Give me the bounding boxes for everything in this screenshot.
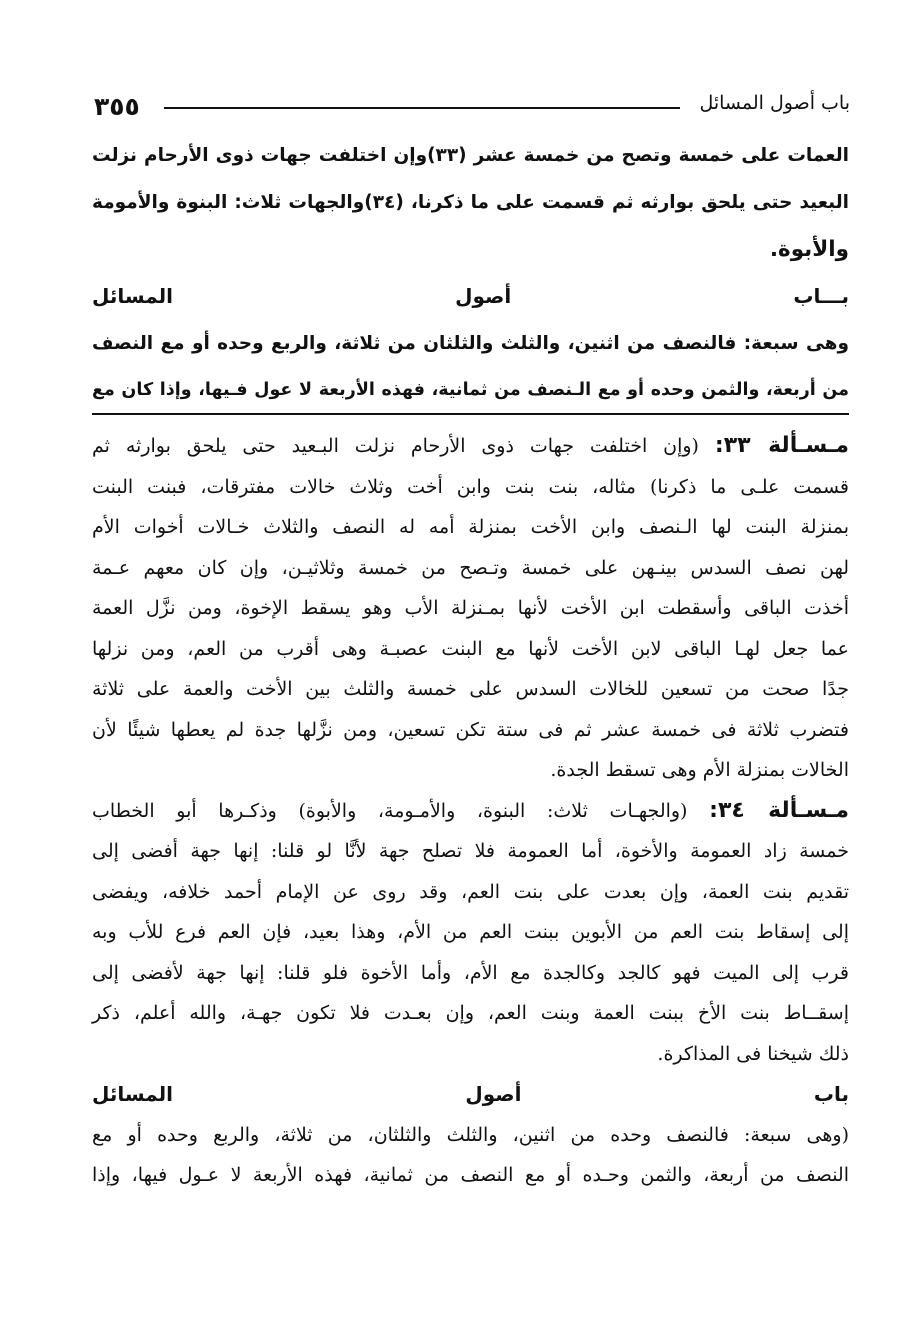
- matn-line: البعيد حتى يلحق بوارثه ثم قسمت على ما ذكرنا، (٣٤)والجهات ثلاث: البنوة والأمومة: [92, 192, 849, 213]
- page-header: [90, 92, 850, 126]
- matn-line: من أربعة، والثمن وحده أو مع الـنصف من ثمانية، فهذه الأربعة لا عول فـيها، وإذا كان مع: [92, 380, 849, 400]
- running-head: باب أصول المسائل: [699, 92, 850, 114]
- header-rule: [164, 107, 680, 109]
- sharh-line-text: (وإن اختلفت جهات ذوى الأرحام نزلت البـعيد حتى يلحق بوارثه ثم: [92, 435, 699, 457]
- matn-line: والأبوة.: [769, 237, 849, 262]
- sharh-line: قرب إلى الميت فهو كالجد وكالجدة مع الأم، وأما الأخوة فلو قلنا: إنها جهة لأفضى إلى: [92, 961, 849, 984]
- sharh-line: تقديم بنت العمة، وإن بعدت على بنت العم، وقد روى عن الإمام أحمد خلافه، ويفضى: [92, 880, 849, 903]
- sharh-line: خمسة زاد العمومة والأخوة، أما العمومة فلا تصلح جهة لأنَّا لو قلنا: إنها جهة أفضى إلى: [92, 840, 849, 862]
- masala-34-label: مـسـألة ٣٤:: [709, 797, 849, 823]
- sharh-line: بمنزلة البنت لها الـنصف وابن الأخت بمنزلة أمه له النصف والثلاث خـالات أخوات الأم: [92, 516, 849, 538]
- sharh-line: قسمت علـى ما ذكرنا) مثاله، بنت بنت وابن أخت وثلاث خالات مفترقات، فبنت البنت: [92, 475, 849, 498]
- sharh-text: [92, 426, 849, 1196]
- sharh-line: الخالات بمنزلة الأم وهى تسقط الجدة.: [550, 759, 849, 781]
- page-number: ٣٥٥: [94, 92, 140, 121]
- sharh-line: [92, 791, 849, 832]
- sharh-line-text: (والجهـات ثلاث: البنوة، والأمـومة، والأبوة) وذكـرها أبو الخطاب: [92, 799, 688, 822]
- sharh-line: (وهى سبعة: فالنصف وحده من اثنين، والثلث والثلثان، من ثلاثة، والربع وحده أو مع: [92, 1123, 849, 1146]
- masala-33-label: مـسـألة ٣٣:: [714, 433, 850, 458]
- sharh-line: [92, 426, 849, 467]
- sharh-line: أخذت الباقى وأسقطت ابن الأخت لأنها بمـنزلة الأب وهو يسقط الإخوة، ومن نزَّل العمة: [92, 597, 849, 619]
- sharh-section-heading: باب أصول المسائل: [92, 1082, 849, 1106]
- sharh-line: النصف من أربعة، والثمن وحـده أو مع النصف من ثمانية، فهذه الأربعة لا عـول فيها، وإذا: [92, 1164, 849, 1186]
- sharh-line: إلى إسقاط بنت العم من الأبوين ببنت العم من الأم، وهذا بعيد، فإن العم فرع للأب وبه: [92, 921, 849, 943]
- footnote-separator: [92, 413, 849, 415]
- sharh-line: ذلك شيخنا فى المذاكرة.: [657, 1042, 849, 1065]
- matn-text: [92, 132, 849, 414]
- sharh-line: إسقــاط بنت الأخ ببنت العمة وبنت العم، وإن بعـدت فلا تكون جهـة، والله أعلم، ذكر: [92, 1002, 849, 1024]
- sharh-line: عما جعل لهـا الباقى لابن الأخت لأنها مع البنت عصبـة وهى أقرب من العم، ومن نزلها: [92, 637, 849, 660]
- matn-line: وهى سبعة: فالنصف من اثنين، والثلث والثلثان من ثلاثة، والربع وحده أو مع النصف: [92, 333, 849, 354]
- sharh-line: لهن نصف السدس بينـهن على خمسة وتـصح من خمسة وثلاثيـن، وإن كان معهم عـمة: [92, 556, 849, 579]
- matn-line: العمات على خمسة وتصح من خمسة عشر (٣٣)وإن اختلفت جهات ذوى الأرحام نزلت: [92, 145, 849, 166]
- matn-section-heading: بـــاب أصول المسائل: [92, 284, 849, 308]
- sharh-line: فتضرب ثلاثة فى خمسة عشر ثم فى ستة تكن تسعين، ومن نزَّلها جدة لم يعطها شيئًا لأن: [92, 718, 849, 741]
- sharh-line: جدًا صحت من تسعين للخالات السدس على خمسة والثلث بين الأخت والعمة على ثلاثة: [92, 678, 849, 700]
